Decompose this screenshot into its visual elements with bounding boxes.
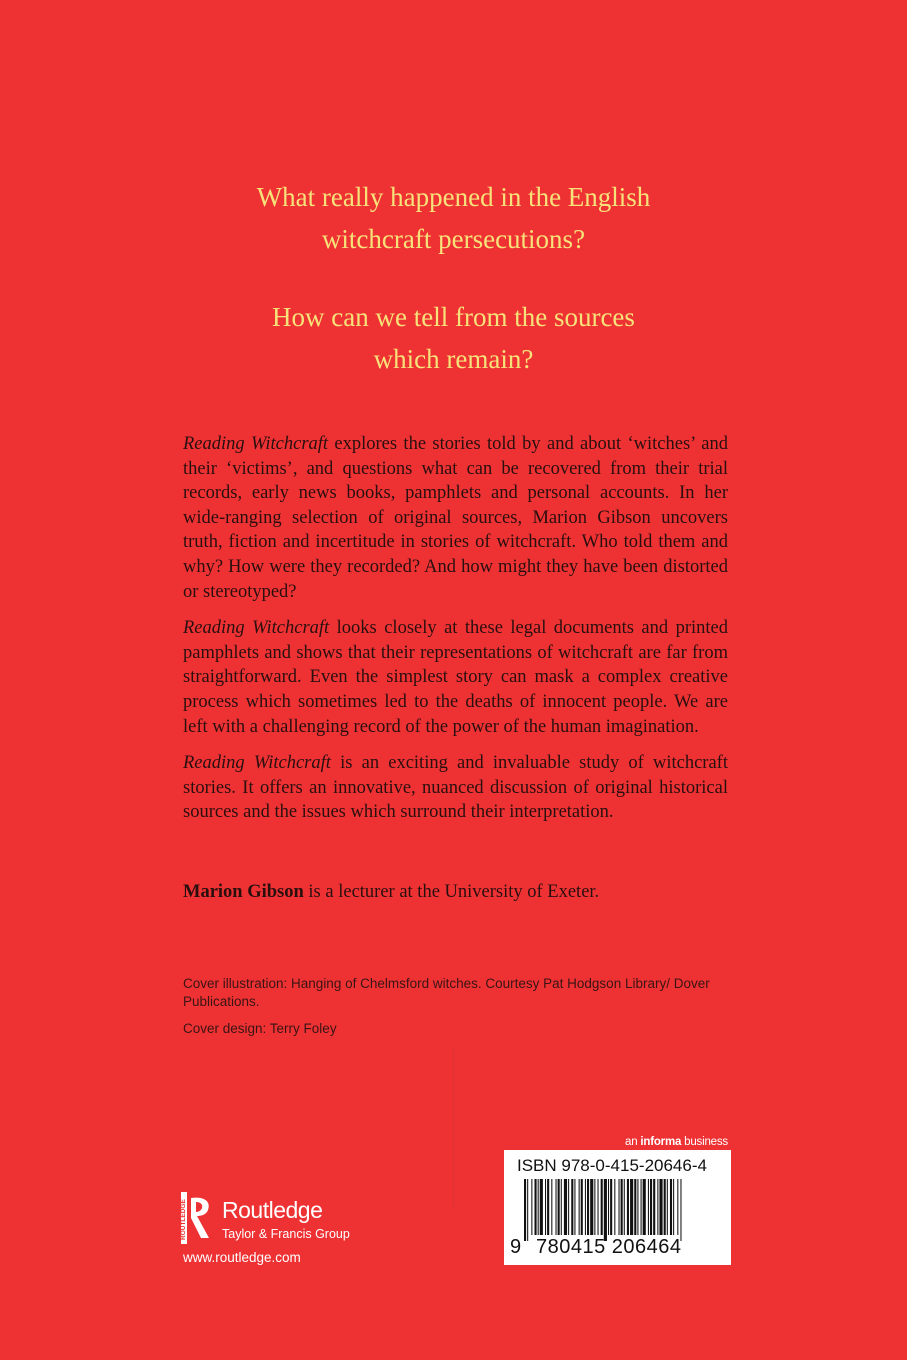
logo-vertical-text: ROUTLEDGE <box>180 1199 187 1240</box>
author-bio-text: is a lecturer at the University of Exeter. <box>303 882 600 902</box>
book-title-italic: Reading Witchcraft <box>183 434 329 454</box>
barcode-digit-groups: 780415 206464 <box>536 1236 682 1258</box>
barcode-bar <box>568 1179 569 1235</box>
barcode-bar <box>634 1179 636 1235</box>
barcode-icon <box>524 1179 722 1241</box>
barcode-bar <box>664 1179 666 1235</box>
barcode-bar <box>527 1179 528 1241</box>
barcode-bar <box>545 1179 546 1235</box>
barcode-bar <box>659 1179 662 1235</box>
publisher-group: Taylor & Francis Group <box>222 1227 350 1241</box>
barcode-bar <box>540 1179 543 1235</box>
barcode-bar <box>610 1179 612 1235</box>
tagline-question-1 <box>0 176 907 260</box>
barcode-bar <box>594 1179 595 1235</box>
paragraph-text: looks closely at these legal documents and printed pamphlets and shows that their representations of witchcraft are far from straightforward. Even the simplest story can mask a complex creative process which sometimes led to the deaths of innocent people. We are left with a challenging record of the power of the human imagination. <box>183 618 728 737</box>
author-bio <box>183 880 728 917</box>
tagline-question-2 <box>0 296 907 380</box>
barcode-bar <box>670 1179 672 1235</box>
isbn-number: ISBN 978-0-415-20646-4 <box>517 1156 707 1175</box>
barcode-bar <box>621 1179 623 1235</box>
barcode-bar <box>587 1179 589 1235</box>
isbn-barcode-box <box>504 1150 731 1265</box>
barcode-bar <box>581 1179 583 1235</box>
tagline-line: How can we tell from the sources <box>272 302 635 332</box>
barcode-bar <box>571 1179 573 1235</box>
barcode-bar <box>535 1179 537 1235</box>
barcode-bar <box>657 1179 658 1235</box>
barcode-bar <box>677 1179 678 1235</box>
informa-brand: informa <box>640 1136 682 1148</box>
barcode-bar <box>614 1179 615 1235</box>
barcode-bar <box>641 1179 642 1235</box>
cover-design-credit: Cover design: Terry Foley <box>183 1021 337 1036</box>
book-blurb <box>183 432 728 837</box>
barcode-bar <box>650 1179 652 1235</box>
barcode-bar <box>585 1179 586 1235</box>
barcode-bar <box>574 1179 575 1235</box>
tagline-line: witchcraft persecutions? <box>321 224 586 254</box>
routledge-logo-icon <box>181 1192 215 1244</box>
barcode-bar <box>637 1179 638 1235</box>
barcode-bar <box>673 1179 674 1235</box>
barcode-bar <box>564 1179 567 1235</box>
barcode-bar <box>556 1179 557 1235</box>
book-title-italic: Reading Witchcraft <box>183 753 331 774</box>
spine-fold-line <box>453 1048 454 1208</box>
barcode-bar <box>627 1179 629 1235</box>
publisher-url: www.routledge.com <box>183 1250 301 1265</box>
barcode-bar <box>531 1179 532 1235</box>
barcode-bar <box>624 1179 625 1235</box>
barcode-bar <box>598 1179 599 1235</box>
cover-illustration-credit: Cover illustration: Hanging of Chelmsford witches. Courtesy Pat Hodgson Library/ Dover Publications. <box>183 976 710 1009</box>
barcode-first-digit: 9 <box>510 1236 522 1258</box>
barcode-bar <box>601 1179 603 1235</box>
barcode-bar <box>538 1179 539 1235</box>
barcode-bar <box>524 1179 526 1241</box>
barcode-bar <box>608 1179 609 1235</box>
barcode-bar <box>551 1179 552 1235</box>
barcode-bar <box>667 1179 668 1235</box>
paragraph-text: explores the stories told by and about ‘witches’ and their ‘victims’, and questions what can be recovered from their trial records, early news books, pamphlets and personal accounts. In her wide-ranging selection of original sources, Marion Gibson uncovers truth, fiction and incertitude in stories of witchcraft. Who told them and why? How were they recorded? And how might they have been distorted or stereotyped? <box>183 434 728 602</box>
author-name: Marion Gibson <box>183 882 304 902</box>
barcode-bar <box>547 1179 549 1235</box>
tagline-line: What really happened in the English <box>256 182 651 212</box>
paragraph-text: is an exciting and invaluable study of witchcraft stories. It offers an innovative, nuanced discussion of original historical sources and the issues which surround their interpretation. <box>183 753 728 823</box>
barcode-bar <box>604 1179 607 1241</box>
barcode-bar <box>643 1179 646 1235</box>
barcode-bar <box>680 1179 681 1241</box>
tagline-line: which remain? <box>373 344 534 374</box>
publisher-name: Routledge <box>222 1197 323 1223</box>
blurb-paragraph-3 <box>183 751 728 825</box>
barcode-bar <box>648 1179 649 1235</box>
barcode-bar <box>558 1179 560 1235</box>
barcode-bar <box>619 1179 620 1235</box>
barcode-bar <box>653 1179 655 1235</box>
blurb-paragraph-2 <box>183 616 728 739</box>
barcode-bar <box>561 1179 562 1235</box>
informa-business-label: an informa business <box>625 1136 728 1148</box>
barcode-bar <box>590 1179 593 1235</box>
barcode-bar <box>630 1179 633 1235</box>
barcode-bar <box>579 1179 580 1235</box>
blurb-paragraph-1 <box>183 432 728 604</box>
book-title-italic: Reading Witchcraft <box>183 618 330 639</box>
